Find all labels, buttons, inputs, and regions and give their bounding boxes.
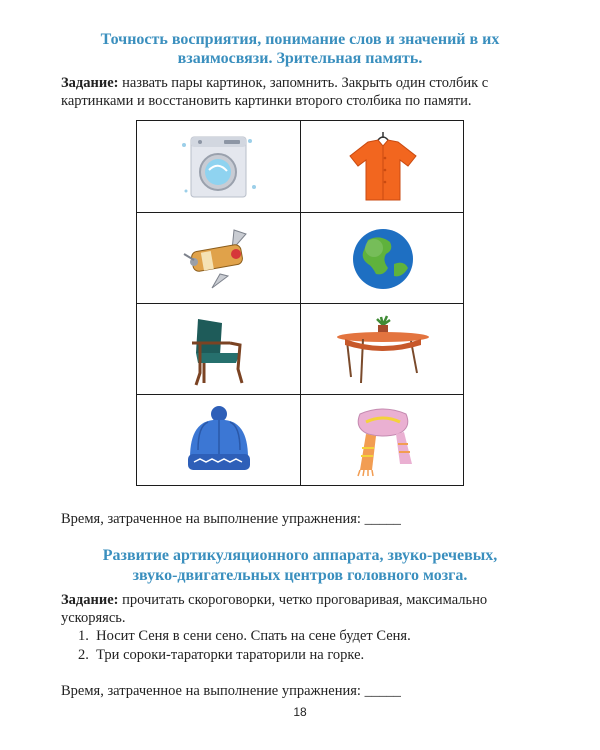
section2-task-line1: прочитать скороговорки, четко проговаривая, максимально <box>118 592 488 608</box>
section2-title-line1: Развитие артикуляционного аппарата, звуко-речевых, <box>102 547 498 564</box>
picture-cell-armchair <box>137 304 300 395</box>
page-number: 18 <box>293 705 307 719</box>
picture-cell-shirt <box>301 121 464 212</box>
list-item: 2. Три сороки-тараторки тараторили на горке. <box>78 647 365 663</box>
scarf-icon <box>338 404 428 478</box>
picture-grid <box>136 120 464 486</box>
picture-cell-globe <box>301 213 464 304</box>
section2-title-line2: звуко-двигательных центров головного мозга. <box>132 567 468 584</box>
picture-cell-winter-hat <box>137 395 300 486</box>
list-item: 1. Носит Сеня в сени сено. Спать на сене будет Сеня. <box>78 628 411 644</box>
shirt-icon <box>338 130 428 204</box>
section2-task <box>61 591 541 627</box>
section1-task-label: Задание: <box>61 75 119 91</box>
winter-hat-icon <box>174 404 264 478</box>
section1-title-line2: взаимосвязи. Зрительная память. <box>177 50 423 67</box>
section1-time-line: Время, затраченное на выполнение упражнения: _____ <box>61 511 401 527</box>
section2-task-line2: ускоряясь. <box>61 610 126 626</box>
picture-cell-scarf <box>301 395 464 486</box>
picture-cell-table <box>301 304 464 395</box>
section1-task-line2: картинками и восстановить картинки второго столбика по памяти. <box>61 93 472 109</box>
washing-machine-icon <box>174 131 264 203</box>
section1-task <box>61 74 541 110</box>
section2-time-line: Время, затраченное на выполнение упражнения: _____ <box>61 683 401 699</box>
section1-title-line1: Точность восприятия, понимание слов и значений в их <box>100 31 500 48</box>
section1-task-line1: назвать пары картинок, запомнить. Закрыть один столбик с <box>118 75 489 91</box>
picture-cell-washing-machine <box>137 121 300 212</box>
tongue-twister-list <box>78 627 411 665</box>
globe-icon <box>338 224 428 294</box>
satellite-icon <box>174 224 264 294</box>
picture-cell-satellite <box>137 213 300 304</box>
section2-task-label: Задание: <box>61 592 119 608</box>
armchair-icon <box>174 313 264 387</box>
table-icon <box>333 313 433 387</box>
